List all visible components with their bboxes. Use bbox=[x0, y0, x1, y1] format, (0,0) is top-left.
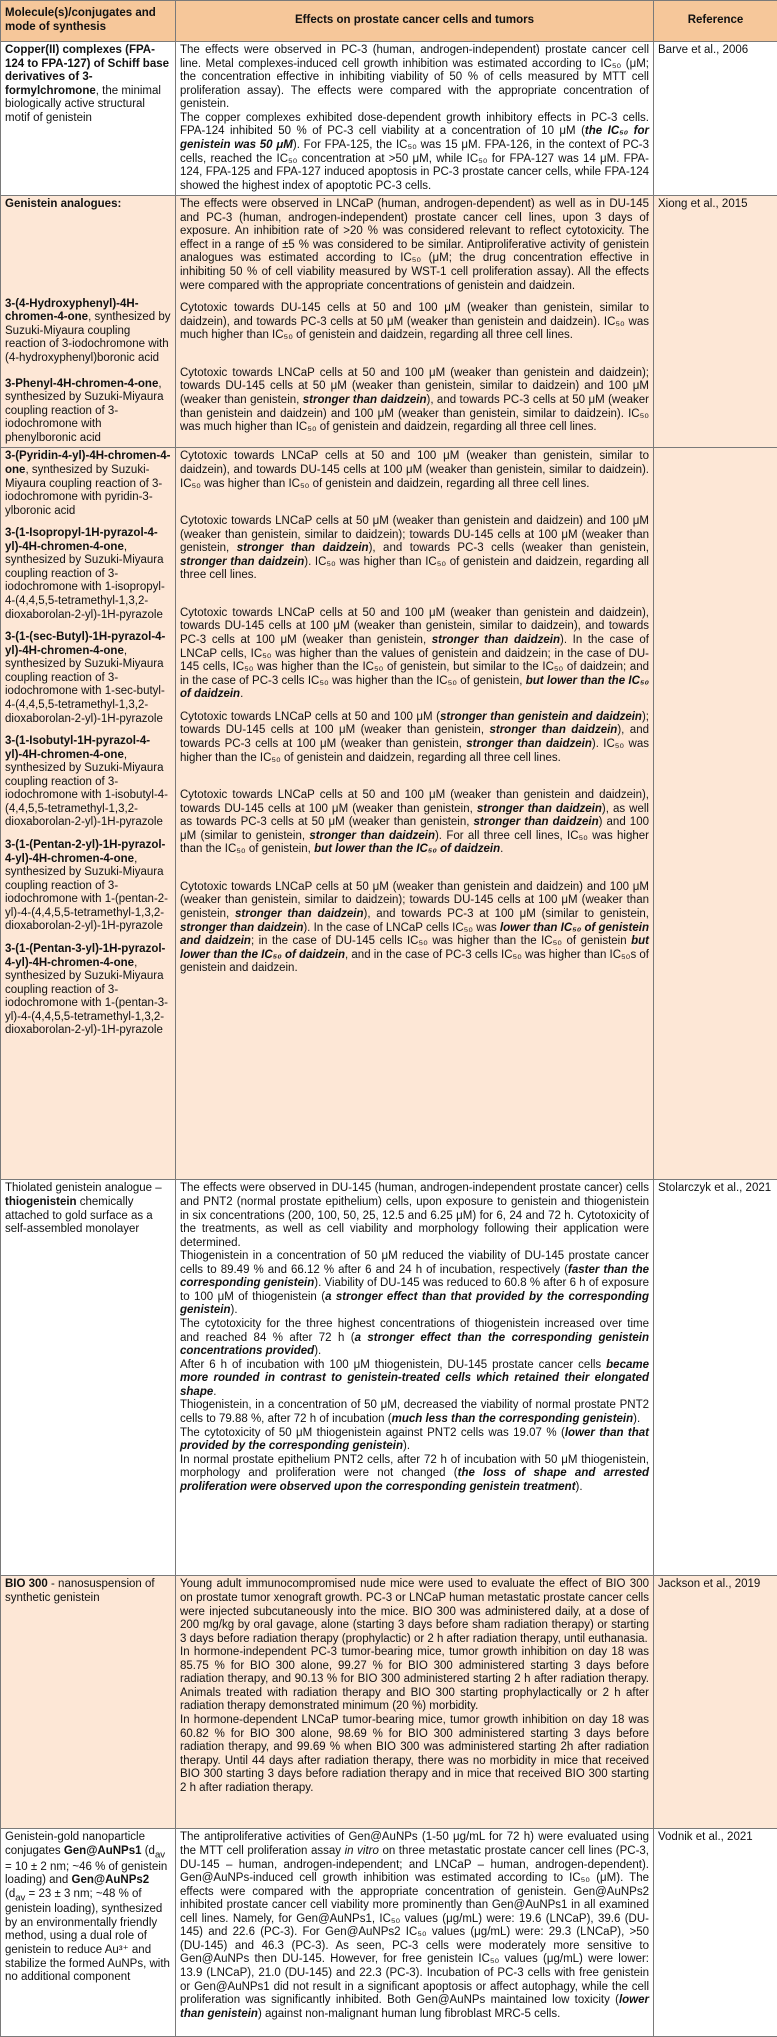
body-text: = 23 ± 3 nm; ~48 % of genistein loading), synthesized by an environmentally friendly method, using a dual role of genistein to reduce Au³⁺ and stabilize the formed AuNPs, with no additional component bbox=[5, 1888, 170, 1983]
body-text: (d bbox=[5, 1888, 15, 1900]
emphasis-text: stronger than daidzein bbox=[180, 556, 304, 568]
body-text: Cytotoxic towards LNCaP cells at 50 and 100 μM ( bbox=[180, 711, 440, 723]
emphasis-text: Gen@AuNPs2 bbox=[72, 1874, 150, 1886]
body-text: ), and towards PC-3 cells (weaker than genistein, bbox=[369, 542, 649, 554]
body-text: Thiogenistein in a concentration of 50 μM reduced the viability of DU-145 prostate cancer cells to 89.49 % and 66.12 % after 6 and 24 h of incubation, respectively ( bbox=[180, 1250, 649, 1276]
molecule-paragraph bbox=[5, 631, 171, 726]
effects-paragraph bbox=[180, 112, 649, 193]
emphasis-text: BIO 300 bbox=[5, 1578, 48, 1590]
effects-paragraph bbox=[180, 1427, 649, 1454]
emphasis-text: stronger than daidzein bbox=[474, 816, 599, 828]
body-text: ). bbox=[314, 1345, 321, 1357]
emphasis-text: 3-(4-Hydroxyphenyl)-4H-chromen-4-one bbox=[5, 298, 139, 324]
effects-paragraph bbox=[180, 1399, 649, 1426]
body-text: on three metastatic prostate cancer cell lines (PC-3, DU-145 – human, androgen-independent; and LNCaP – human, androgen-dependent). Gen@AuNPs-induced cell growth inhibition was estimated according to IC₅₀ (μM). The effects were compared with the appropriate concentration of genistein. Gen@AuNPs2 inhibited prostate cancer cell viability more prominently than Gen@AuNPs1 in all examined cell lines. Namely, for Gen@AuNPs1, IC₅₀ values (μg/mL) were: 19.6 (LNCaP), 39.6 (DU-145) and 22.6 (PC-3). For Gen@AuNPs2 IC₅₀ values (μg/mL) were: 29.3 (LNCaP), >50 (DU-145) and 46.3 (PC-3). As seen, PC-3 cells were moderately more sensitive to Gen@AuNPs then DU-145. However, for free genistein IC₅₀ values (μg/mL) were lower: 13.9 (LNCaP), 21.0 (DU-145) and 22.3 (PC-3). Incubation of PC-3 cells with free genistein or Gen@AuNPs1 did not result in a significant apoptosis or affect autophagy, while the cell proliferation was significantly inhibited. Both Gen@AuNPs maintained low toxicity ( bbox=[180, 1845, 649, 2006]
emphasis-text: stronger than daidzein bbox=[237, 542, 369, 554]
molecule-paragraph bbox=[5, 298, 171, 366]
molecule-paragraph bbox=[5, 735, 171, 830]
effects-cell bbox=[176, 1576, 654, 1829]
effects-paragraph bbox=[180, 711, 649, 765]
effects-paragraph bbox=[180, 607, 649, 702]
effects-paragraph bbox=[180, 1831, 649, 2021]
body-text: Cytotoxic towards LNCaP cells at 50 and 100 μM (weaker than genistein and daidzein), towards DU-145 cells at 100 μM (weaker than genistein, similar to daidzein), and towards PC-3 cells at 100 μM (weaker than genistein, bbox=[180, 607, 649, 646]
molecule-cell bbox=[1, 1576, 176, 1829]
body-text: ). In the case of LNCaP cells IC₅₀ was bbox=[303, 922, 500, 934]
body-text: av bbox=[15, 1892, 25, 1903]
emphasis-text: the IC₅₀ for genistein was 50 μM bbox=[180, 125, 649, 151]
emphasis-text: thiogenistein bbox=[5, 1196, 77, 1208]
molecule-cell bbox=[1, 196, 176, 448]
body-text: In normal prostate epithelium PNT2 cells, after 72 h of incubation with 50 μM thiogenistein, morphology and proliferation were not changed ( bbox=[180, 1454, 649, 1480]
emphasis-text: 3-(1-Isopropyl-1H-pyrazol-4-yl)-4H-chromen-4-one bbox=[5, 527, 158, 553]
emphasis-text: 3-Phenyl-4H-chromen-4-one bbox=[5, 378, 158, 390]
body-text: Cytotoxic towards LNCaP cells at 50 and 100 μM (weaker than genistein and daidzein), towards DU-145 cells at 100 μM (weaker than genistein, bbox=[180, 789, 649, 815]
table-row bbox=[1, 448, 777, 1180]
molecule-paragraph bbox=[5, 943, 171, 1038]
body-text: ). In the case of LNCaP cells, IC₅₀ was higher than the values of genistein and daidzein; in the case of DU-145 cells, IC₅₀ was higher than the IC₅₀ of genistein, but similar to the IC₅₀ of daidzein; and in the case of PC-3 cells IC₅₀ was higher than the IC₅₀ of genistein, bbox=[180, 634, 649, 687]
body-text: ). bbox=[230, 1304, 237, 1316]
body-text: , synthesized by Suzuki-Miyaura coupling reaction of 3-iodochromone with 1-(pentan-2-yl)-4-(4,4,5,5-tetramethyl-1,3,2-dioxaborolan-2-yl)-1H-pyrazole bbox=[5, 853, 168, 933]
body-text: The copper complexes exhibited dose-dependent growth inhibitory effects in PC-3 cells. FPA-124 inhibited 50 % of PC-3 cell viability at a concentration of 10 μM ( bbox=[180, 112, 649, 138]
body-text: ). bbox=[403, 1440, 410, 1452]
header-effects: Effects on prostate cancer cells and tumors bbox=[176, 1, 654, 42]
body-text: The cytotoxicity for the three highest concentrations of thiogenistein increased over time and reached 84 % after 72 h ( bbox=[180, 1318, 649, 1344]
effects-paragraph bbox=[180, 1646, 649, 1714]
body-text: av bbox=[155, 1849, 165, 1860]
effects-cell bbox=[176, 196, 654, 448]
body-text: , synthesized by Suzuki-Miyaura coupling reaction of 3-iodochromone with 1-sec-butyl-4-(4,4,5,5-tetramethyl-1,3,2-dioxaborolan-2-yl)-1H-pyrazole bbox=[5, 645, 165, 725]
emphasis-text: stronger than daidzein bbox=[489, 724, 617, 736]
effects-paragraph bbox=[180, 302, 649, 343]
emphasis-text: Genistein analogues: bbox=[5, 198, 121, 210]
body-text: The effects were observed in PC-3 (human, androgen-independent) prostate cancer cell line. Metal complexes-induced cell growth inhibition was estimated according to IC₅₀ (μM; the concentration effective in inhibiting viability of 50 % of cells measured by MTT cell proliferation assay). The effects were compared with the appropriate concentration of genistein. bbox=[180, 44, 649, 110]
body-text: In hormone-dependent LNCaP tumor-bearing mice, tumor growth inhibition on day 18 was 60.82 % for BIO 300 alone, 98.69 % for BIO 300 administered starting 3 days before radiation therapy, and 99.69 % when BIO 300 was administered starting 2h after radiation therapy. Until 44 days after radiation therapy, there was no morbidity in mice that received BIO 300 starting 3 days before radiation therapy and in mice that received BIO 300 starting 2 h after radiation therapy. bbox=[180, 1714, 649, 1794]
emphasis-text: stronger than daidzein bbox=[432, 634, 560, 646]
body-text: ). bbox=[576, 1481, 583, 1493]
reference-cell: Jackson et al., 2019 bbox=[654, 1576, 777, 1829]
body-text: ). IC₅₀ was higher than IC₅₀ of genistein and daidzein, regarding all three cell lines. bbox=[180, 556, 649, 582]
emphasis-text: a stronger effect than that provided by the corresponding genistein bbox=[180, 1291, 649, 1317]
body-text: Cytotoxic towards LNCaP cells at 50 and 100 μM (weaker than genistein and daidzein); towards DU-145 cells at 50 μM (weaker than genistein, similar to daidzein) and 100 μM (weaker than genistein, bbox=[180, 367, 649, 406]
body-text: After 6 h of incubation with 100 μM thiogenistein, DU-145 prostate cancer cells bbox=[180, 1359, 606, 1371]
body-text: . bbox=[500, 843, 503, 855]
header-reference: Reference bbox=[654, 1, 777, 42]
body-text: ) and 100 μM (similar to genistein, bbox=[180, 816, 649, 842]
emphasis-text: 3-(1-Isobutyl-1H-pyrazol-4-yl)-4H-chromen-4-one bbox=[5, 735, 150, 761]
emphasis-text: stronger than daidzein bbox=[309, 830, 435, 842]
body-text: , synthesized by Suzuki-Miyaura coupling reaction of 3-iodochromone with 1-isobutyl-4-(4,4,5,5-tetramethyl-1,3,2-dioxaborolan-2-yl)-1H-pyrazole bbox=[5, 749, 168, 829]
molecule-paragraph bbox=[5, 450, 171, 518]
body-text: ). Viability of DU-145 was reduced to 60.8 % after 6 h of exposure to 100 μM of thiogenistein ( bbox=[180, 1277, 649, 1303]
body-text: The effects were observed in DU-145 (human, androgen-independent prostate cancer) cells and PNT2 (normal prostate epithelium) cells, upon exposure to genistein and thiogenistein in six concentrations (200, 100, 50, 25, 12.5 and 6.25 μM) for 6, 24 and 72 h. Cytotoxicity of the treatments, as well as cell viability and morphology following their application were determined. bbox=[180, 1182, 649, 1248]
body-text: , synthesized by Suzuki-Miyaura coupling reaction of 3-iodochromone with 1-isopropyl-4-(4,4,5,5-tetramethyl-1,3,2-dioxaborolan-2-yl)-1H-pyrazole bbox=[5, 541, 165, 621]
body-text: Cytotoxic towards LNCaP cells at 50 μM (weaker than genistein and daidzein) and 100 μM (weaker than genistein, similar to daidzein); towards DU-145 cells at 100 μM (weaker than genistein, bbox=[180, 515, 649, 554]
reference-cell: Stolarczyk et al., 2021 bbox=[654, 1180, 777, 1576]
reference-cell bbox=[654, 448, 777, 1180]
body-text: . bbox=[213, 1386, 216, 1398]
emphasis-text: stronger than daidzein bbox=[180, 922, 303, 934]
emphasis-text: lower than IC₅₀ of genistein and daidzein bbox=[180, 922, 649, 948]
emphasis-text: 3-(Pyridin-4-yl)-4H-chromen-4-one bbox=[5, 450, 171, 476]
body-text: ), as well as towards PC-3 cells at 50 μM (weaker than genistein, bbox=[180, 803, 649, 829]
body-text: , synthesized by Suzuki-Miyaura coupling reaction of 3-iodochromone with phenylboronic acid bbox=[5, 378, 164, 444]
effects-paragraph bbox=[180, 44, 649, 112]
body-text: Genistein-gold nanoparticle conjugates bbox=[5, 1831, 145, 1857]
molecule-cell bbox=[1, 42, 176, 196]
emphasis-text: stronger than daidzein bbox=[303, 394, 427, 406]
effects-paragraph bbox=[180, 515, 649, 583]
effects-paragraph bbox=[180, 1454, 649, 1495]
emphasis-text: Gen@AuNPs1 bbox=[64, 1845, 142, 1857]
emphasis-text: stronger than daidzein bbox=[235, 908, 363, 920]
molecule-paragraph bbox=[5, 527, 171, 622]
effects-paragraph bbox=[180, 789, 649, 857]
reference-cell: Xiong et al., 2015 bbox=[654, 196, 777, 448]
body-text: Young adult immunocompromised nude mice were used to evaluate the effect of BIO 300 on prostate tumor xenograft growth. PC-3 or LNCaP human metastatic prostate cancer cells were injected subcutaneously into the mice. BIO 300 was administered daily, at a dose of 200 mg/kg by oral gavage, alone (starting 3 days before sham radiation therapy) or starting 3 days before radiation therapy (prophylactic) or 2 h after radiation therapy, until euthanasia. bbox=[180, 1578, 649, 1644]
body-text: ). For FPA-125, the IC₅₀ was 15 μM. FPA-126, in the context of PC-3 cells, reached the IC₅₀ concentration at >50 μM, while IC₅₀ for FPA-127 was 14 μM. FPA-124, FPA-125 and FPA-127 induced apoptosis in PC-3 prostate cancer cells, while FPA-124 showed the highest index of apoptotic PC-3 cells. bbox=[180, 139, 649, 192]
body-text: ), and towards PC-3 at 100 μM (similar to genistein, bbox=[364, 908, 650, 920]
emphasis-text: stronger than genistein and daidzein bbox=[440, 711, 642, 723]
molecule-cell bbox=[1, 1180, 176, 1576]
body-text: , synthesized by Suzuki-Miyaura coupling reaction of 3-iodochromone with (4-hydroxyphenyl)boronic acid bbox=[5, 311, 171, 364]
body-text: Cytotoxic towards LNCaP cells at 50 and 100 μM (weaker than genistein, similar to daidzein), and towards DU-145 cells at 100 μM (weaker than genistein, similar to daidzein). IC₅₀ was higher than IC₅₀ of genistein and daidzein, regarding all three cell lines. bbox=[180, 450, 649, 489]
effects-cell bbox=[176, 448, 654, 1180]
molecule-paragraph bbox=[5, 378, 171, 446]
body-text: (d bbox=[142, 1845, 155, 1857]
molecule-paragraph bbox=[5, 1182, 171, 1236]
body-text: ) against non-malignant human lung fibroblast MRC-5 cells. bbox=[258, 2008, 560, 2020]
body-text: , and in the case of PC-3 cells IC₅₀ was higher than IC₅₀s of genistein and daidzein. bbox=[180, 949, 649, 975]
body-text: ). For all three cell lines, IC₅₀ was higher than the IC₅₀ of genistein, bbox=[180, 830, 649, 856]
reference-cell: Vodnik et al., 2021 bbox=[654, 1829, 777, 2037]
effects-paragraph bbox=[180, 1250, 649, 1318]
emphasis-text: but lower than the IC₅₀ of daidzein bbox=[180, 675, 649, 701]
effects-cell bbox=[176, 42, 654, 196]
body-text: ), and towards PC-3 cells at 100 μM (weaker than genistein, bbox=[180, 724, 649, 750]
molecule-paragraph bbox=[5, 44, 171, 125]
table-header-row bbox=[1, 1, 777, 42]
emphasis-text: faster than the corresponding genistein bbox=[180, 1264, 649, 1290]
emphasis-text: much less than the corresponding genistein bbox=[392, 1413, 634, 1425]
molecule-paragraph bbox=[5, 1831, 171, 1984]
emphasis-text: the loss of shape and arrested proliferation were observed upon the corresponding genistein treatment bbox=[180, 1467, 649, 1493]
body-text: , synthesized by Suzuki-Miyaura coupling reaction of 3-iodochromone with pyridin-3-ylboronic acid bbox=[5, 464, 162, 517]
body-text: = 10 ± 2 nm; ~46 % of genistein loading) and bbox=[5, 1861, 167, 1887]
header-molecules: Molecule(s)/conjugates and mode of synthesis bbox=[1, 1, 176, 42]
emphasis-text: 3-(1-(sec-Butyl)-1H-pyrazol-4-yl)-4H-chromen-4-one bbox=[5, 631, 165, 657]
effects-paragraph bbox=[180, 367, 649, 435]
emphasis-text: stronger than daidzein bbox=[466, 738, 592, 750]
body-text: ). bbox=[633, 1413, 640, 1425]
table-row bbox=[1, 1180, 777, 1576]
body-text: ; in the case of DU-145 cells IC₅₀ was higher than the IC₅₀ of genistein bbox=[251, 935, 631, 947]
effects-paragraph bbox=[180, 881, 649, 976]
effects-paragraph bbox=[180, 1578, 649, 1646]
effects-paragraph bbox=[180, 198, 649, 293]
molecule-cell bbox=[1, 448, 176, 1180]
body-text: chemically attached to gold surface as a self-assembled monolayer bbox=[5, 1196, 153, 1235]
emphasis-text: stronger than daidzein bbox=[477, 803, 602, 815]
body-text: The antiproliferative activities of Gen@AuNPs (1-50 μg/mL for 72 h) were evaluated using the MTT cell proliferation assay bbox=[180, 1831, 649, 1857]
body-text: ). IC₅₀ was higher than the IC₅₀ of genistein and daidzein, regarding all three cell lines. bbox=[180, 738, 649, 764]
reference-cell: Barve et al., 2006 bbox=[654, 42, 777, 196]
body-text: Cytotoxic towards LNCaP cells at 50 μM (weaker than genistein and daidzein) and 100 μM (weaker than genistein, similar to daidzein); towards DU-145 cells at 100 μM (weaker than genistein, bbox=[180, 881, 649, 920]
molecule-paragraph bbox=[5, 1578, 171, 1605]
body-text: ), and towards PC-3 cells at 50 μM (weaker than genistein and daidzein) and 100 μM (weaker than genistein, similar to daidzein). IC₅₀ was much higher than IC₅₀ of genistein and daidzein, regarding all three cell lines. bbox=[180, 394, 649, 433]
emphasis-text: a stronger effect than the corresponding genistein concentrations provided bbox=[180, 1332, 649, 1358]
emphasis-text: but lower than the IC₅₀ of daidzein bbox=[180, 935, 649, 961]
emphasis-text: 3-(1-(Pentan-3-yl)-1H-pyrazol-4-yl)-4H-chromen-4-one bbox=[5, 943, 165, 969]
body-text: . bbox=[240, 688, 243, 700]
body-text: Cytotoxic towards DU-145 cells at 50 and 100 μM (weaker than genistein, similar to daidzein), and towards PC-3 cells at 50 μM (weaker than genistein and daidzein). IC₅₀ was much higher than IC₅₀ of genistein and daidzein, regarding all three cell lines. bbox=[180, 302, 649, 341]
effects-cell bbox=[176, 1180, 654, 1576]
effects-paragraph bbox=[180, 1359, 649, 1400]
body-text: in vitro bbox=[345, 1845, 379, 1857]
table-row bbox=[1, 42, 777, 196]
effects-paragraph bbox=[180, 1182, 649, 1250]
effects-paragraph bbox=[180, 1318, 649, 1359]
emphasis-text: became more rounded in contrast to genistein-treated cells which retained their elongated shape bbox=[180, 1359, 649, 1398]
emphasis-text: but lower than the IC₅₀ of daidzein bbox=[314, 843, 500, 855]
body-text: The cytotoxicity of 50 μM thiogenistein against PNT2 cells was 19.07 % ( bbox=[180, 1427, 565, 1439]
emphasis-text: lower than genistein bbox=[180, 1994, 649, 2020]
body-text: ); towards DU-145 cells at 100 μM (weaker than genistein, bbox=[180, 711, 649, 737]
effects-paragraph bbox=[180, 450, 649, 491]
emphasis-text: lower than that provided by the corresponding genistein bbox=[180, 1427, 649, 1453]
body-text: Thiolated genistein analogue – bbox=[5, 1182, 162, 1194]
table-row bbox=[1, 1576, 777, 1829]
emphasis-text: 3-(1-(Pentan-2-yl)-1H-pyrazol-4-yl)-4H-chromen-4-one bbox=[5, 839, 165, 865]
table-row bbox=[1, 196, 777, 448]
body-text: , synthesized by Suzuki-Miyaura coupling reaction of 3-iodochromone with 1-(pentan-3-yl)-4-(4,4,5,5-tetramethyl-1,3,2-dioxaborolan-2-yl)-1H-pyrazole bbox=[5, 957, 168, 1037]
body-text: In hormone-independent PC-3 tumor-bearing mice, tumor growth inhibition on day 18 was 85.75 % for BIO 300 alone, 99.27 % for BIO 300 administered starting 3 days before radiation therapy, and 90.13 % for BIO 300 administered starting 2 h after radiation therapy. Animals treated with radiation therapy and BIO 300 starting prophylactically or 2 h after radiation therapy demonstrated minimum (20 %) morbidity. bbox=[180, 1646, 649, 1712]
molecule-paragraph bbox=[5, 198, 171, 212]
body-text: - nanosuspension of synthetic genistein bbox=[5, 1578, 155, 1604]
body-text: , the minimal biologically active structural motif of genistein bbox=[5, 85, 161, 124]
molecule-paragraph bbox=[5, 839, 171, 934]
body-text: Thiogenistein, in a concentration of 50 μM, decreased the viability of normal prostate PNT2 cells to 79.88 %, after 72 h of incubation ( bbox=[180, 1399, 649, 1425]
body-text: The effects were observed in LNCaP (human, androgen-dependent) as well as in DU-145 and PC-3 (human, androgen-independent) prostate cancer cell lines, upon 3 days of exposure. An inhibition rate of >20 % was considered relevant to reflect cytotoxicity. The effect in a range of ±5 % was considered to be similar. Antiproliferative activity of genistein analogues was estimated according to IC₅₀ (μM; the drug concentration effective in inhibiting 50 % of cell viability measured by WST-1 cell proliferation assay). All the effects were compared with the appropriate concentrations of genistein and daidzein. bbox=[180, 198, 649, 291]
effects-paragraph bbox=[180, 1714, 649, 1795]
emphasis-text: Copper(II) complexes (FPA-124 to FPA-127) of Schiff base derivatives of 3-formylchromone bbox=[5, 44, 169, 97]
